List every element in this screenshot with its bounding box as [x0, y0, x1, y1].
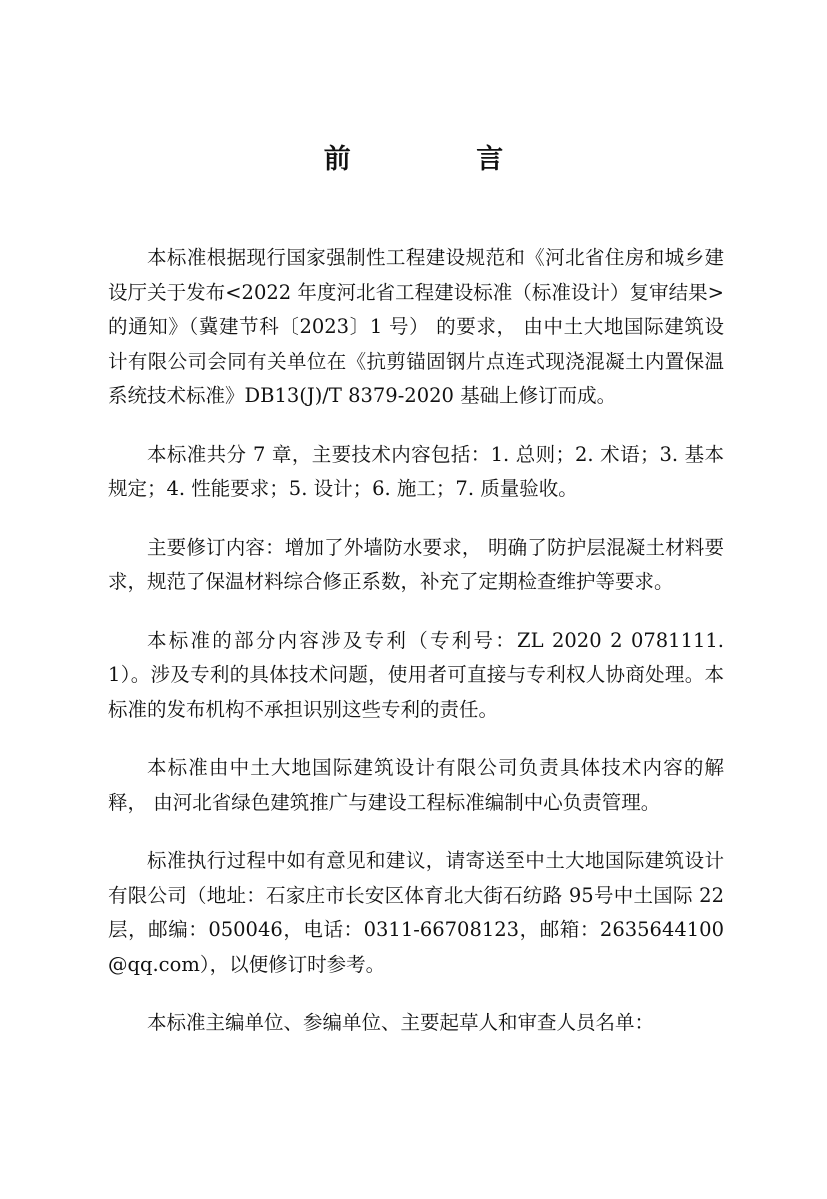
preface-body: [108, 241, 724, 1065]
paragraph-revisions: 主要修订内容：增加了外墙防水要求， 明确了防护层混凝土材料要求，规范了保温材料综合修正系数，补充了定期检查维护等要求。: [108, 535, 724, 593]
paragraph-basis: 本标准根据现行国家强制性工程建设规范和《河北省住房和城乡建设厅关于发布<2022 年度河北省工程建设标准（标准设计）复审结果> 的通知》（冀建节科〔2023〕1 号） 的要求， 由中土大地国际建筑设计有限公司会同有关单位在《抗剪锚固钢片点连式现浇混凝土内置保温系统技术标准》DB13(J)/T 8379-2020 基础上修订而成。: [108, 246, 724, 407]
paragraph-chapters: 本标准共分 7 章，主要技术内容包括：1. 总则；2. 术语；3. 基本规定；4. 性能要求；5. 设计；6. 施工；7. 质量验收。: [108, 442, 724, 500]
paragraph-participants: 本标准主编单位、参编单位、主要起草人和审查人员名单：: [147, 1011, 655, 1034]
paragraph-interpretation: 本标准由中土大地国际建筑设计有限公司负责具体技术内容的解释， 由河北省绿色建筑推广与建设工程标准编制中心负责管理。: [108, 756, 724, 814]
page-title: 前 言: [323, 144, 562, 175]
paragraph-contact: 标准执行过程中如有意见和建议，请寄送至中土大地国际建筑设计有限公司（地址：石家庄市长安区体育北大街石纺路 95号中土国际 22 层，邮编：050046，电话：0311-66708123，邮箱：2635644100@qq.com），以便修订时参考。: [108, 849, 724, 976]
paragraph-patent: 本标准的部分内容涉及专利（专利号：ZL 2020 2 0781111. 1）。涉及专利的具体技术问题，使用者可直接与专利权人协商处理。本标准的发布机构不承担识别这些专利的责任。: [108, 628, 724, 721]
